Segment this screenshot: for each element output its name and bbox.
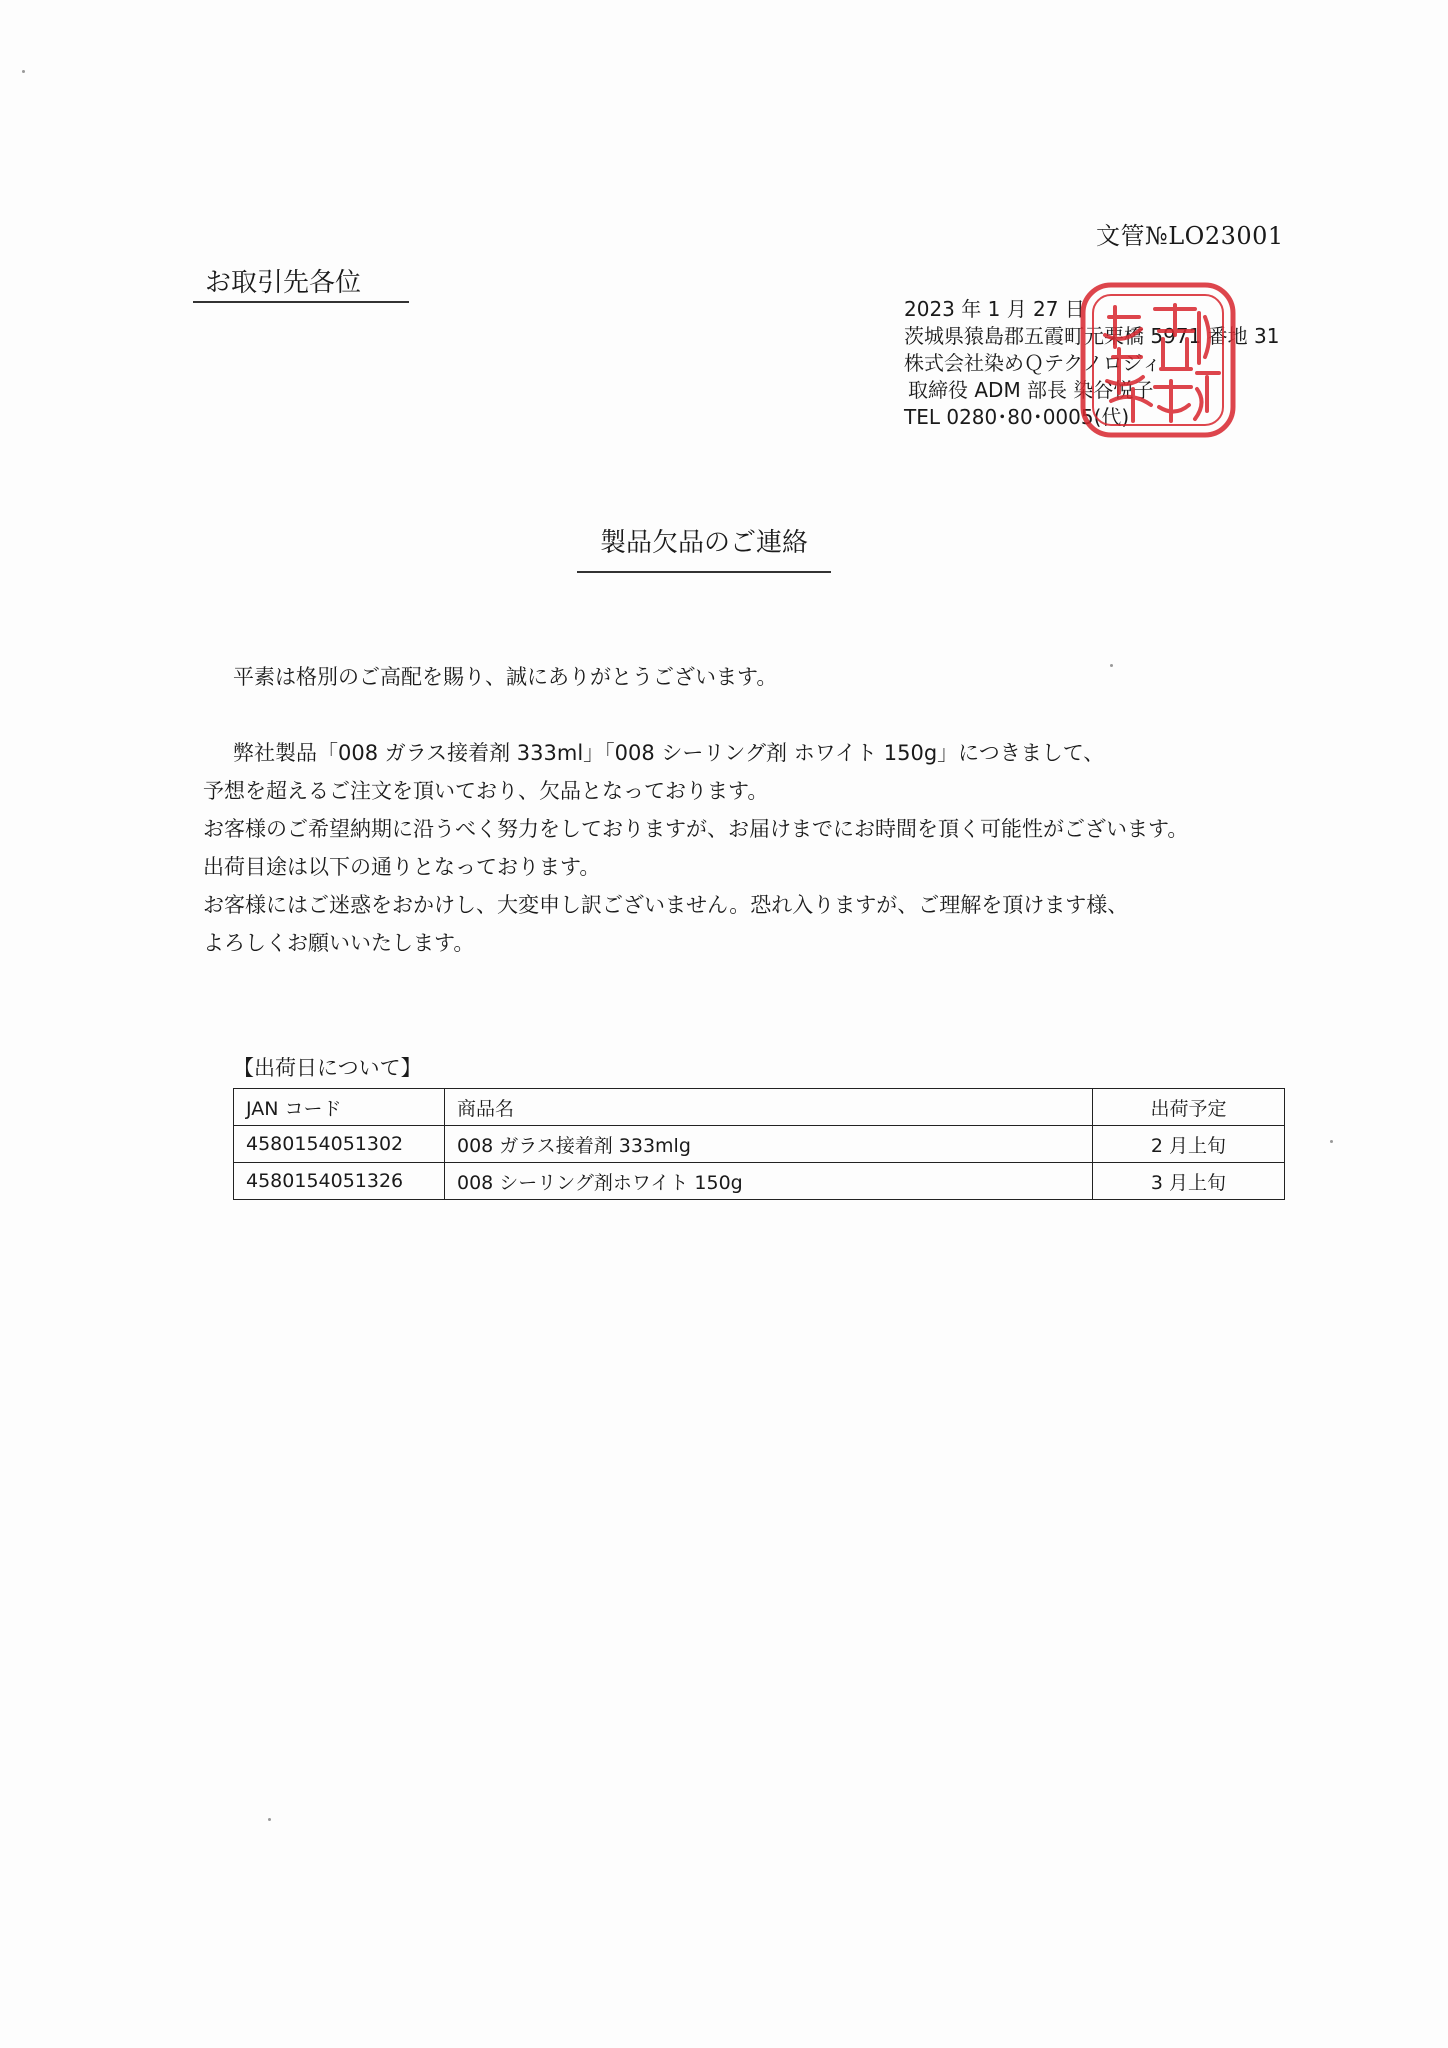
body-line: 出荷目途は以下の通りとなっております。 [203,855,601,879]
letter-body [203,658,1188,962]
body-line: お客様のご希望納期に沿うべく努力をしておりますが、お届けまでにお時間を頂く可能性がございます。 [203,817,1189,841]
column-header-shipping: 出荷予定 [1093,1089,1285,1126]
jan-code-cell: 4580154051302 [234,1126,445,1163]
sender-representative: 取締役 ADM 部長 染谷悦子 [908,378,1154,402]
recipient-line: お取引先各位 [193,262,409,303]
table-row [234,1126,1285,1163]
body-line: お客様にはご迷惑をおかけし、大変申し訳ございません。恐れ入りますが、ご理解を頂けます様、 [203,893,1129,917]
shipping-section-label: 【出荷日について】 [233,1056,422,1080]
shipping-date-cell: 3 月上旬 [1093,1163,1285,1200]
company-seal-stamp [1075,277,1241,443]
body-line: 弊社製品「008 ガラス接着剤 333ml」「008 シーリング剤 ホワイト 150g」につきまして、 [233,741,1105,765]
table-row [234,1163,1285,1200]
body-line: よろしくお願いいたします。 [203,931,475,955]
column-header-jan: JAN コード [234,1089,445,1126]
shipping-schedule-table [233,1088,1285,1200]
document-title: 製品欠品のご連絡 [577,522,831,573]
jan-code-cell: 4580154051326 [234,1163,445,1200]
sender-date: 2023 年 1 月 27 日 [904,297,1085,321]
table-header-row [234,1089,1285,1126]
sender-tel: TEL 0280･80･0005(代) [904,405,1130,429]
product-name-cell: 008 シーリング剤ホワイト 150g [445,1163,1093,1200]
column-header-product: 商品名 [445,1089,1093,1126]
shipping-date-cell: 2 月上旬 [1093,1126,1285,1163]
greeting-line: 平素は格別のご高配を賜り、誠にありがとうございます。 [233,665,778,689]
sender-company: 株式会社染めＱテクノロジィ [904,351,1162,375]
sender-address: 茨城県猿島郡五霞町元栗橋 5971 番地 31 [904,324,1280,348]
document-number: 文管№LO23001 [1096,222,1284,250]
body-line: 予想を超えるご注文を頂いており、欠品となっております。 [203,779,769,803]
product-name-cell: 008 ガラス接着剤 333mlg [445,1126,1093,1163]
